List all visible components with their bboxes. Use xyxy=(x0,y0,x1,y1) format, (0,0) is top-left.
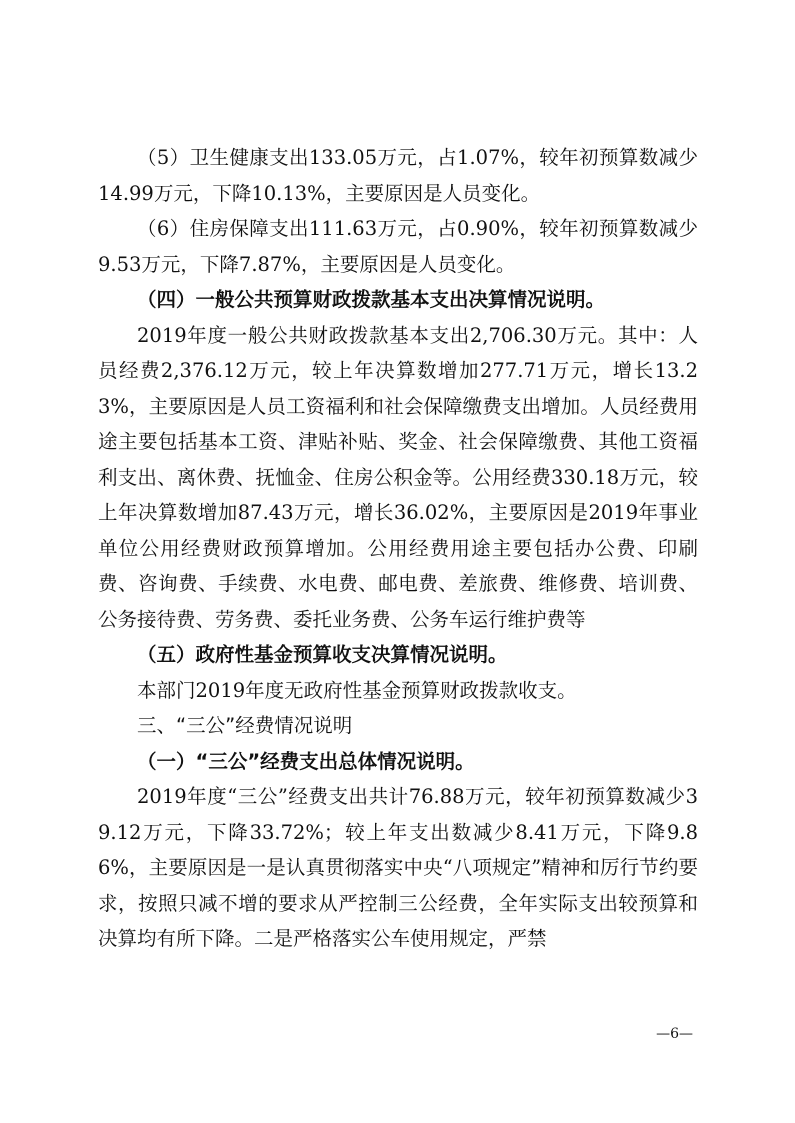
document-body xyxy=(98,140,698,957)
paragraph-government-fund: 本部门2019年度无政府性基金预算财政拨款收支。 xyxy=(137,678,577,702)
subsection-heading-three-public-total: （一）“三公”经费支出总体情况说明。 xyxy=(137,749,475,773)
paragraph-housing-expenditure: （6）住房保障支出111.63万元，占0.90%，较年初预算数减少9.53万元，下降7.87%，主要原因是人员变化。 xyxy=(98,217,698,276)
paragraph-health-expenditure: （5）卫生健康支出133.05万元，占1.07%，较年初预算数减少14.99万元，下降10.13%，主要原因是人员变化。 xyxy=(98,146,698,205)
paragraph-three-public-total: 2019年度“三公”经费支出共计76.88万元，较年初预算数减少39.12万元，下降33.72%；较上年支出数减少8.41万元，下降9.86%，主要原因是一是认真贯彻落实中央“八项规定”精神和厉行节约要求，按照只减不增的要求从严控制三公经费，全年实际支出较预算和决算均有所下降。二是严格落实公车使用规定，严禁 xyxy=(98,785,698,950)
section-heading-basic-expenditure: （四）一般公共预算财政拨款基本支出决算情况说明。 xyxy=(137,288,606,311)
section-heading-three-public: 三、“三公”经费情况说明 xyxy=(137,714,353,737)
section-heading-government-fund: （五）政府性基金预算收支决算情况说明。 xyxy=(137,643,508,666)
paragraph-basic-expenditure: 2019年度一般公共财政拨款基本支出2,706.30万元。其中：人员经费2,376.12万元，较上年决算数增加277.71万元，增长13.23%，主要原因是人员工资福利和社会保障缴费支出增加。人员经费用途主要包括基本工资、津贴补贴、奖金、社会保障缴费、其他工资福利支出、离休费、抚恤金、住房公积金等。公用经费330.18万元，较上年决算数增加87.43万元，增长36.02%，主要原因是2019年事业单位公用经费财政预算增加。公用经费用途主要包括办公费、印刷费、咨询费、手续费、水电费、邮电费、差旅费、维修费、培训费、公务接待费、劳务费、委托业务费、公务车运行维护费等 xyxy=(98,323,698,631)
page-number: —6— xyxy=(656,1026,693,1042)
